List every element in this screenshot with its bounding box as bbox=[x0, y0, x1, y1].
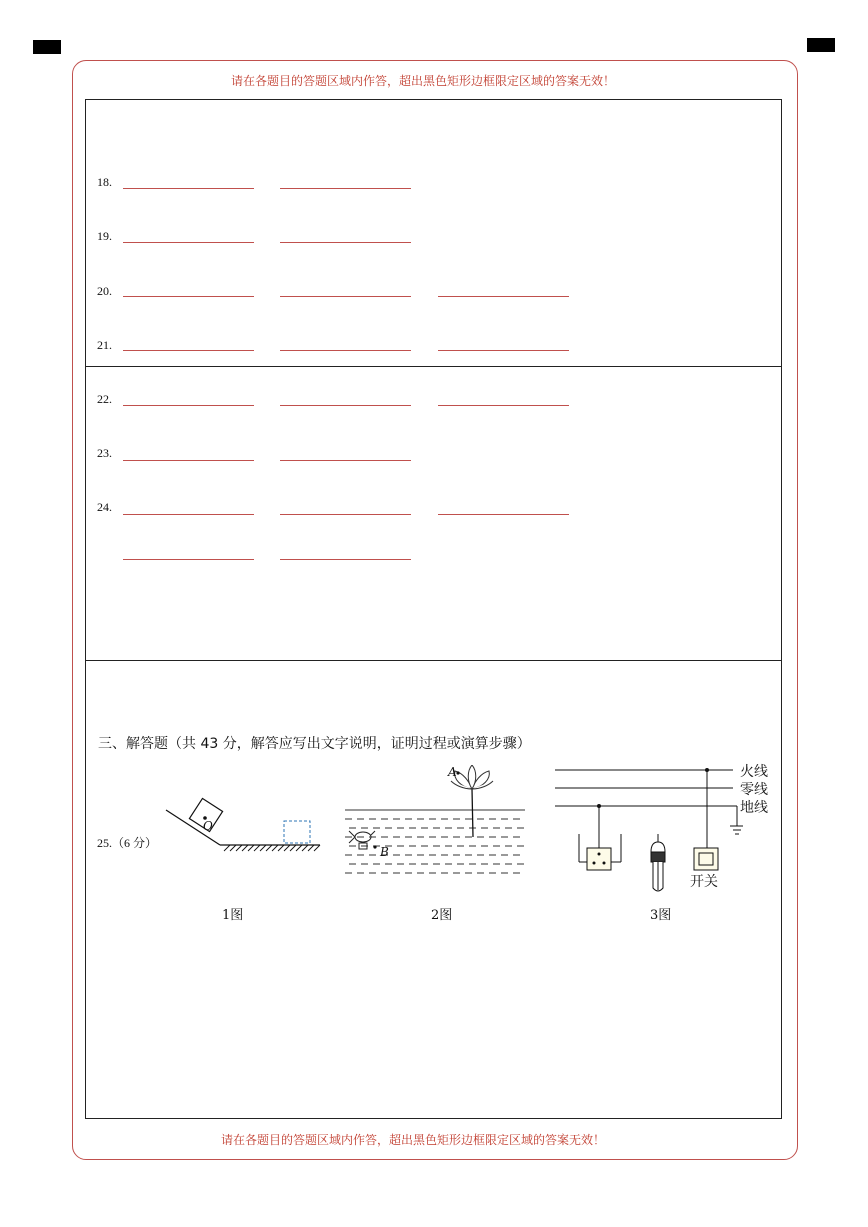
figure-2-caption: 2图 bbox=[431, 908, 453, 923]
figure-2-label-a: A bbox=[448, 765, 457, 779]
answer-line[interactable] bbox=[280, 296, 411, 297]
question-number-24: 24. bbox=[97, 500, 112, 514]
answer-box-18-21 bbox=[85, 99, 782, 367]
wire-label-ground: 地线 bbox=[740, 800, 768, 816]
figure-1-caption: 1图 bbox=[222, 908, 244, 923]
answer-line[interactable] bbox=[280, 514, 411, 515]
answer-line[interactable] bbox=[438, 350, 569, 351]
question-number-22: 22. bbox=[97, 392, 112, 406]
question-number-18: 18. bbox=[97, 175, 112, 189]
switch-label: 开关 bbox=[690, 874, 718, 890]
notice-bottom: 请在各题目的答题区域内作答，超出黑色矩形边框限定区域的答案无效！ bbox=[220, 1133, 605, 1147]
figure-2-label-b: B bbox=[380, 845, 389, 859]
answer-line[interactable] bbox=[123, 559, 254, 560]
answer-line[interactable] bbox=[280, 188, 411, 189]
answer-line[interactable] bbox=[123, 514, 254, 515]
question-number-20: 20. bbox=[97, 284, 112, 298]
figure-2-water bbox=[345, 765, 527, 883]
answer-line[interactable] bbox=[123, 296, 254, 297]
answer-line[interactable] bbox=[438, 405, 569, 406]
answer-line[interactable] bbox=[280, 405, 411, 406]
wire-label-neutral: 零线 bbox=[740, 782, 768, 798]
answer-line[interactable] bbox=[123, 350, 254, 351]
figure-1-label-o: O bbox=[203, 819, 213, 833]
answer-line[interactable] bbox=[280, 242, 411, 243]
registration-mark-right bbox=[807, 38, 835, 52]
answer-line[interactable] bbox=[438, 514, 569, 515]
figure-1-incline bbox=[160, 793, 325, 855]
answer-line[interactable] bbox=[280, 460, 411, 461]
answer-line[interactable] bbox=[123, 405, 254, 406]
wire-label-live: 火线 bbox=[740, 764, 768, 780]
answer-line[interactable] bbox=[438, 296, 569, 297]
question-number-21: 21. bbox=[97, 338, 112, 352]
answer-line[interactable] bbox=[280, 350, 411, 351]
notice-top: 请在各题目的答题区域内作答，超出黑色矩形边框限定区域的答案无效！ bbox=[230, 74, 615, 88]
answer-line[interactable] bbox=[280, 559, 411, 560]
figure-3-caption: 3图 bbox=[650, 908, 672, 923]
answer-line[interactable] bbox=[123, 460, 254, 461]
question-number-19: 19. bbox=[97, 229, 112, 243]
question-number-25: 25.（6 分） bbox=[97, 836, 158, 850]
question-number-23: 23. bbox=[97, 446, 112, 460]
section-3-title: 三、解答题（共 43 分，解答应写出文字说明，证明过程或演算步骤） bbox=[98, 736, 531, 752]
registration-mark-left bbox=[33, 40, 61, 54]
answer-line[interactable] bbox=[123, 188, 254, 189]
answer-line[interactable] bbox=[123, 242, 254, 243]
